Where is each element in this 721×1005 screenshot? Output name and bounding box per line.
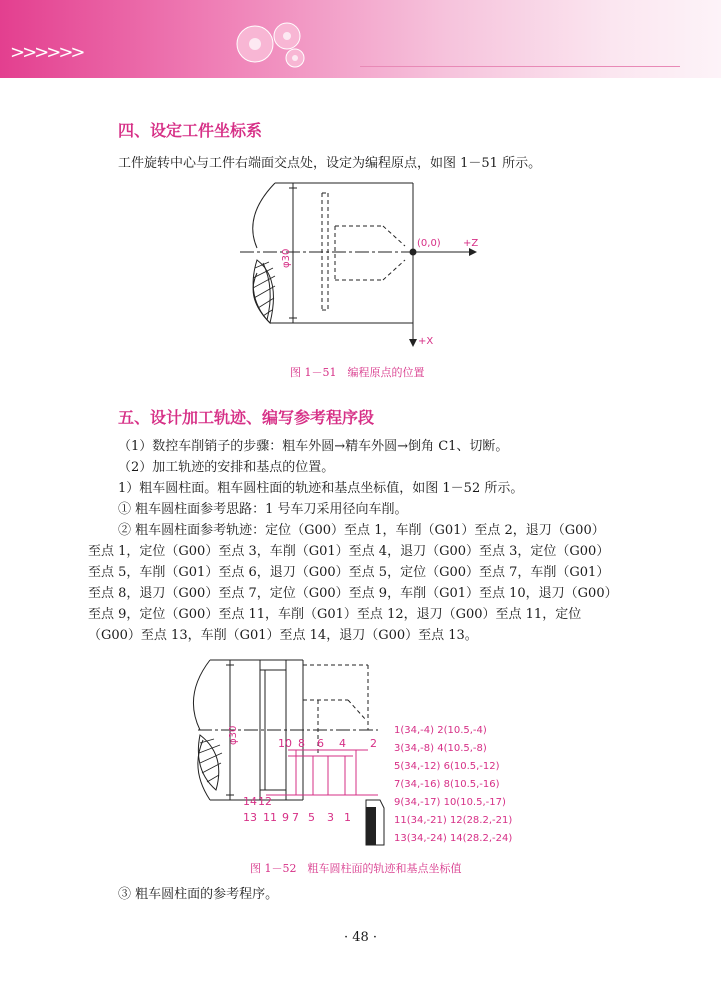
body-line-7: 至点 5，车削（G01）至点 6，退刀（G00）至点 5，定位（G00）至点 7，车削（G01） <box>88 565 610 580</box>
diameter-label: φ30 <box>281 248 292 268</box>
point-label-7: 7 <box>292 811 299 824</box>
body-line-last: ③ 粗车圆柱面的参考程序。 <box>118 887 279 902</box>
coordinate-row-3: 5(34,-12) 6(10.5,-12) <box>394 761 500 772</box>
chevron-decoration: >>>>>> <box>10 42 83 63</box>
figure-1-51-caption: 图 1－51 编程原点的位置 <box>290 366 425 379</box>
body-line-9: 至点 9，定位（G00）至点 11，车削（G01）至点 12，退刀（G00）至点 11，定位 <box>88 607 582 622</box>
point-label-10: 10 <box>278 737 292 750</box>
coordinate-row-4: 7(34,-16) 8(10.5,-16) <box>394 779 500 790</box>
point-label-6: 6 <box>317 737 324 750</box>
point-label-12: 12 <box>258 795 272 808</box>
figure-1-52 <box>188 655 548 855</box>
coordinate-row-7: 13(34,-24) 14(28.2,-24) <box>394 833 513 844</box>
body-line-3: 1）粗车圆柱面。粗车圆柱面的轨迹和基点坐标值，如图 1－52 所示。 <box>118 481 524 496</box>
section-heading-4: 四、设定工件坐标系 <box>118 121 263 140</box>
section4-text: 工件旋转中心与工件右端面交点处，设定为编程原点，如图 1－51 所示。 <box>118 156 542 171</box>
point-label-5: 5 <box>308 811 315 824</box>
figure-1-51 <box>225 178 495 358</box>
body-line-1: （1）数控车削销子的步骤：粗车外圆→精车外圆→倒角 C1、切断。 <box>118 439 509 454</box>
point-label-11: 11 <box>263 811 277 824</box>
point-label-1: 1 <box>344 811 351 824</box>
point-label-4: 4 <box>339 737 346 750</box>
point-label-13: 13 <box>243 811 257 824</box>
point-label-2: 2 <box>370 737 377 750</box>
point-label-8: 8 <box>298 737 305 750</box>
point-label-14: 14 <box>243 795 257 808</box>
body-line-10: （G00）至点 13，车削（G01）至点 14，退刀（G00）至点 13。 <box>88 628 478 643</box>
coordinate-row-2: 3(34,-8) 4(10.5,-8) <box>394 743 487 754</box>
point-label-3: 3 <box>327 811 334 824</box>
header-rule <box>360 66 680 67</box>
point-label-9: 9 <box>282 811 289 824</box>
coordinate-row-1: 1(34,-4) 2(10.5,-4) <box>394 725 487 736</box>
gear-icon <box>225 12 315 72</box>
diameter-label: φ30 <box>228 725 239 745</box>
figure-1-52-caption: 图 1－52 粗车圆柱面的轨迹和基点坐标值 <box>250 862 462 875</box>
origin-label: (0,0) <box>417 238 441 249</box>
body-line-8: 至点 8，退刀（G00）至点 7，定位（G00）至点 9，车削（G01）至点 10，退刀（G00） <box>88 586 618 601</box>
section-heading-5: 五、设计加工轨迹、编写参考程序段 <box>118 408 375 427</box>
page-number: · 48 · <box>343 930 378 945</box>
coordinate-row-6: 11(34,-21) 12(28.2,-21) <box>394 815 513 826</box>
body-line-5: ② 粗车圆柱面参考轨迹：定位（G00）至点 1，车削（G01）至点 2，退刀（G00） <box>118 523 605 538</box>
body-line-4: ① 粗车圆柱面参考思路：1 号车刀采用径向车削。 <box>118 502 408 517</box>
page-header-band <box>0 0 721 78</box>
coordinate-row-5: 9(34,-17) 10(10.5,-17) <box>394 797 506 808</box>
x-axis-label: +X <box>418 336 434 347</box>
z-axis-label: +Z <box>463 238 479 249</box>
body-line-2: （2）加工轨迹的安排和基点的位置。 <box>118 460 335 475</box>
body-line-6: 至点 1，定位（G00）至点 3，车削（G01）至点 4，退刀（G00）至点 3，定位（G00） <box>88 544 610 559</box>
